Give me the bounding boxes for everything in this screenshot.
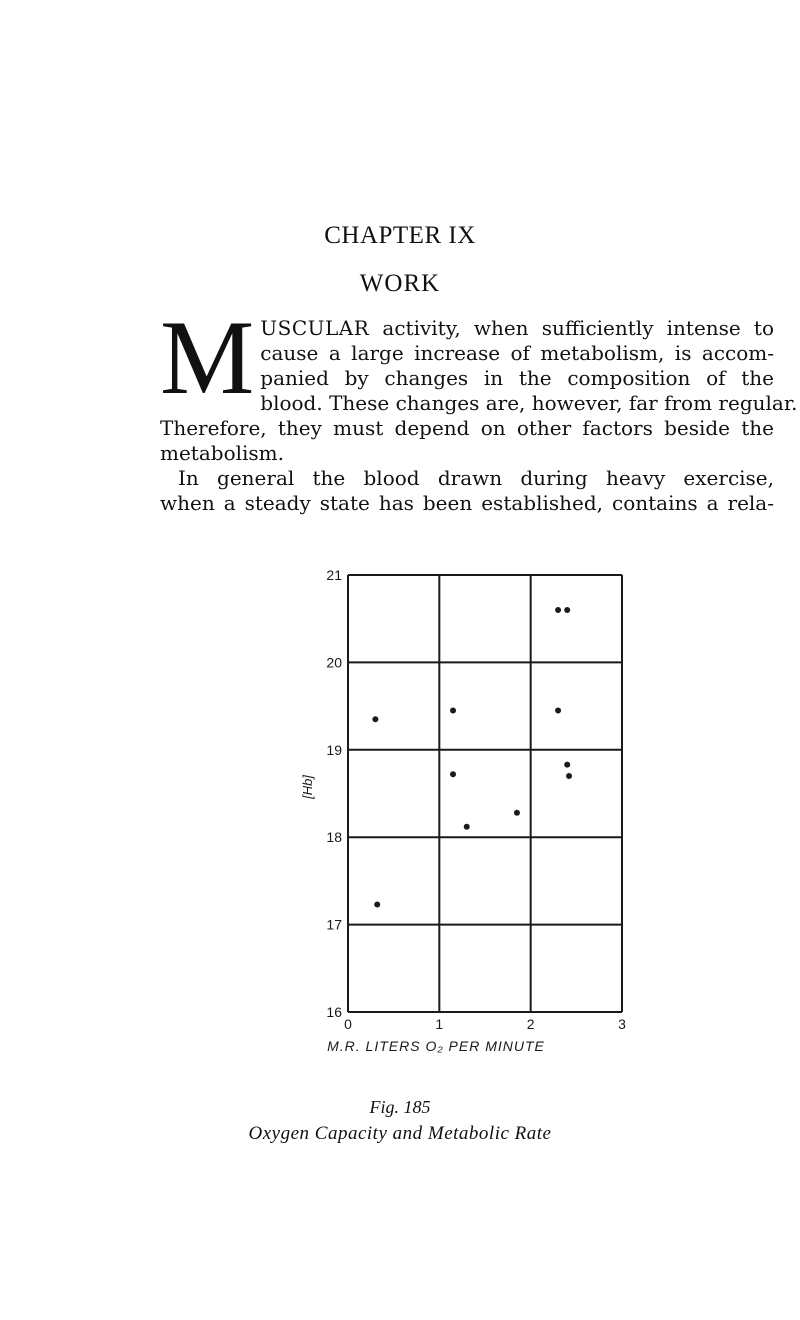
paragraph-1-line-6: metabolism. [160,441,284,465]
paragraph-2-line-2: when a steady state has been established, contains a rela- [160,491,774,515]
y-tick-label: 20 [326,654,342,671]
x-tick-label: 3 [618,1016,626,1032]
paragraph-2-line-1 [160,466,774,491]
paragraph-1-line-1-rest: activity, when sufficiently intense to [369,316,774,340]
chapter-heading: CHAPTER IX [324,222,476,249]
drop-cap: M [160,299,255,416]
chapter-title: WORK [359,270,441,297]
paragraph-2-line-1-text: In general the blood drawn during heavy exercise, [178,466,774,490]
body-text [160,299,798,516]
y-tick-label: 16 [326,1004,342,1020]
paragraph-1-line-3: panied by changes in the composition of the [260,366,774,390]
chart-points [372,607,572,908]
data-point [372,716,378,722]
figure-caption: Oxygen Capacity and Metabolic Rate [248,1123,552,1144]
data-point [450,771,456,777]
data-point [514,810,520,816]
data-point [555,707,561,713]
x-axis-label: M.R. LITERS O₂ PER MINUTE [327,1038,545,1054]
paragraph-1 [160,299,798,466]
data-point [464,824,470,830]
data-point [374,901,380,907]
paragraph-1-line-2: cause a large increase of metabolism, is accom- [260,341,774,365]
y-tick-label: 21 [326,567,342,583]
y-tick-label: 19 [326,741,342,758]
lead-word: USCULAR [260,316,370,340]
chart-svg [300,560,640,1065]
paragraph-1-line-5: Therefore, they must depend on other factors beside the [160,416,774,440]
chart-grid [348,575,622,1012]
data-point [564,607,570,613]
x-tick-label: 0 [344,1016,352,1032]
data-point [564,762,570,768]
data-point [450,707,456,713]
figure-label: Fig. 185 [369,1097,431,1117]
paragraph-1-line-4: blood. These changes are, however, far from regular. [260,391,798,415]
paragraph-2 [160,466,774,516]
data-point [555,607,561,613]
y-tick-label: 17 [326,916,342,933]
x-tick-label: 1 [435,1016,444,1032]
data-point [566,773,572,779]
chart-ticks [326,567,626,1032]
x-tick-label: 2 [526,1016,535,1032]
y-axis-label: [Hb] [300,775,315,799]
y-tick-label: 18 [326,829,342,846]
figure-185-chart [300,560,640,1065]
